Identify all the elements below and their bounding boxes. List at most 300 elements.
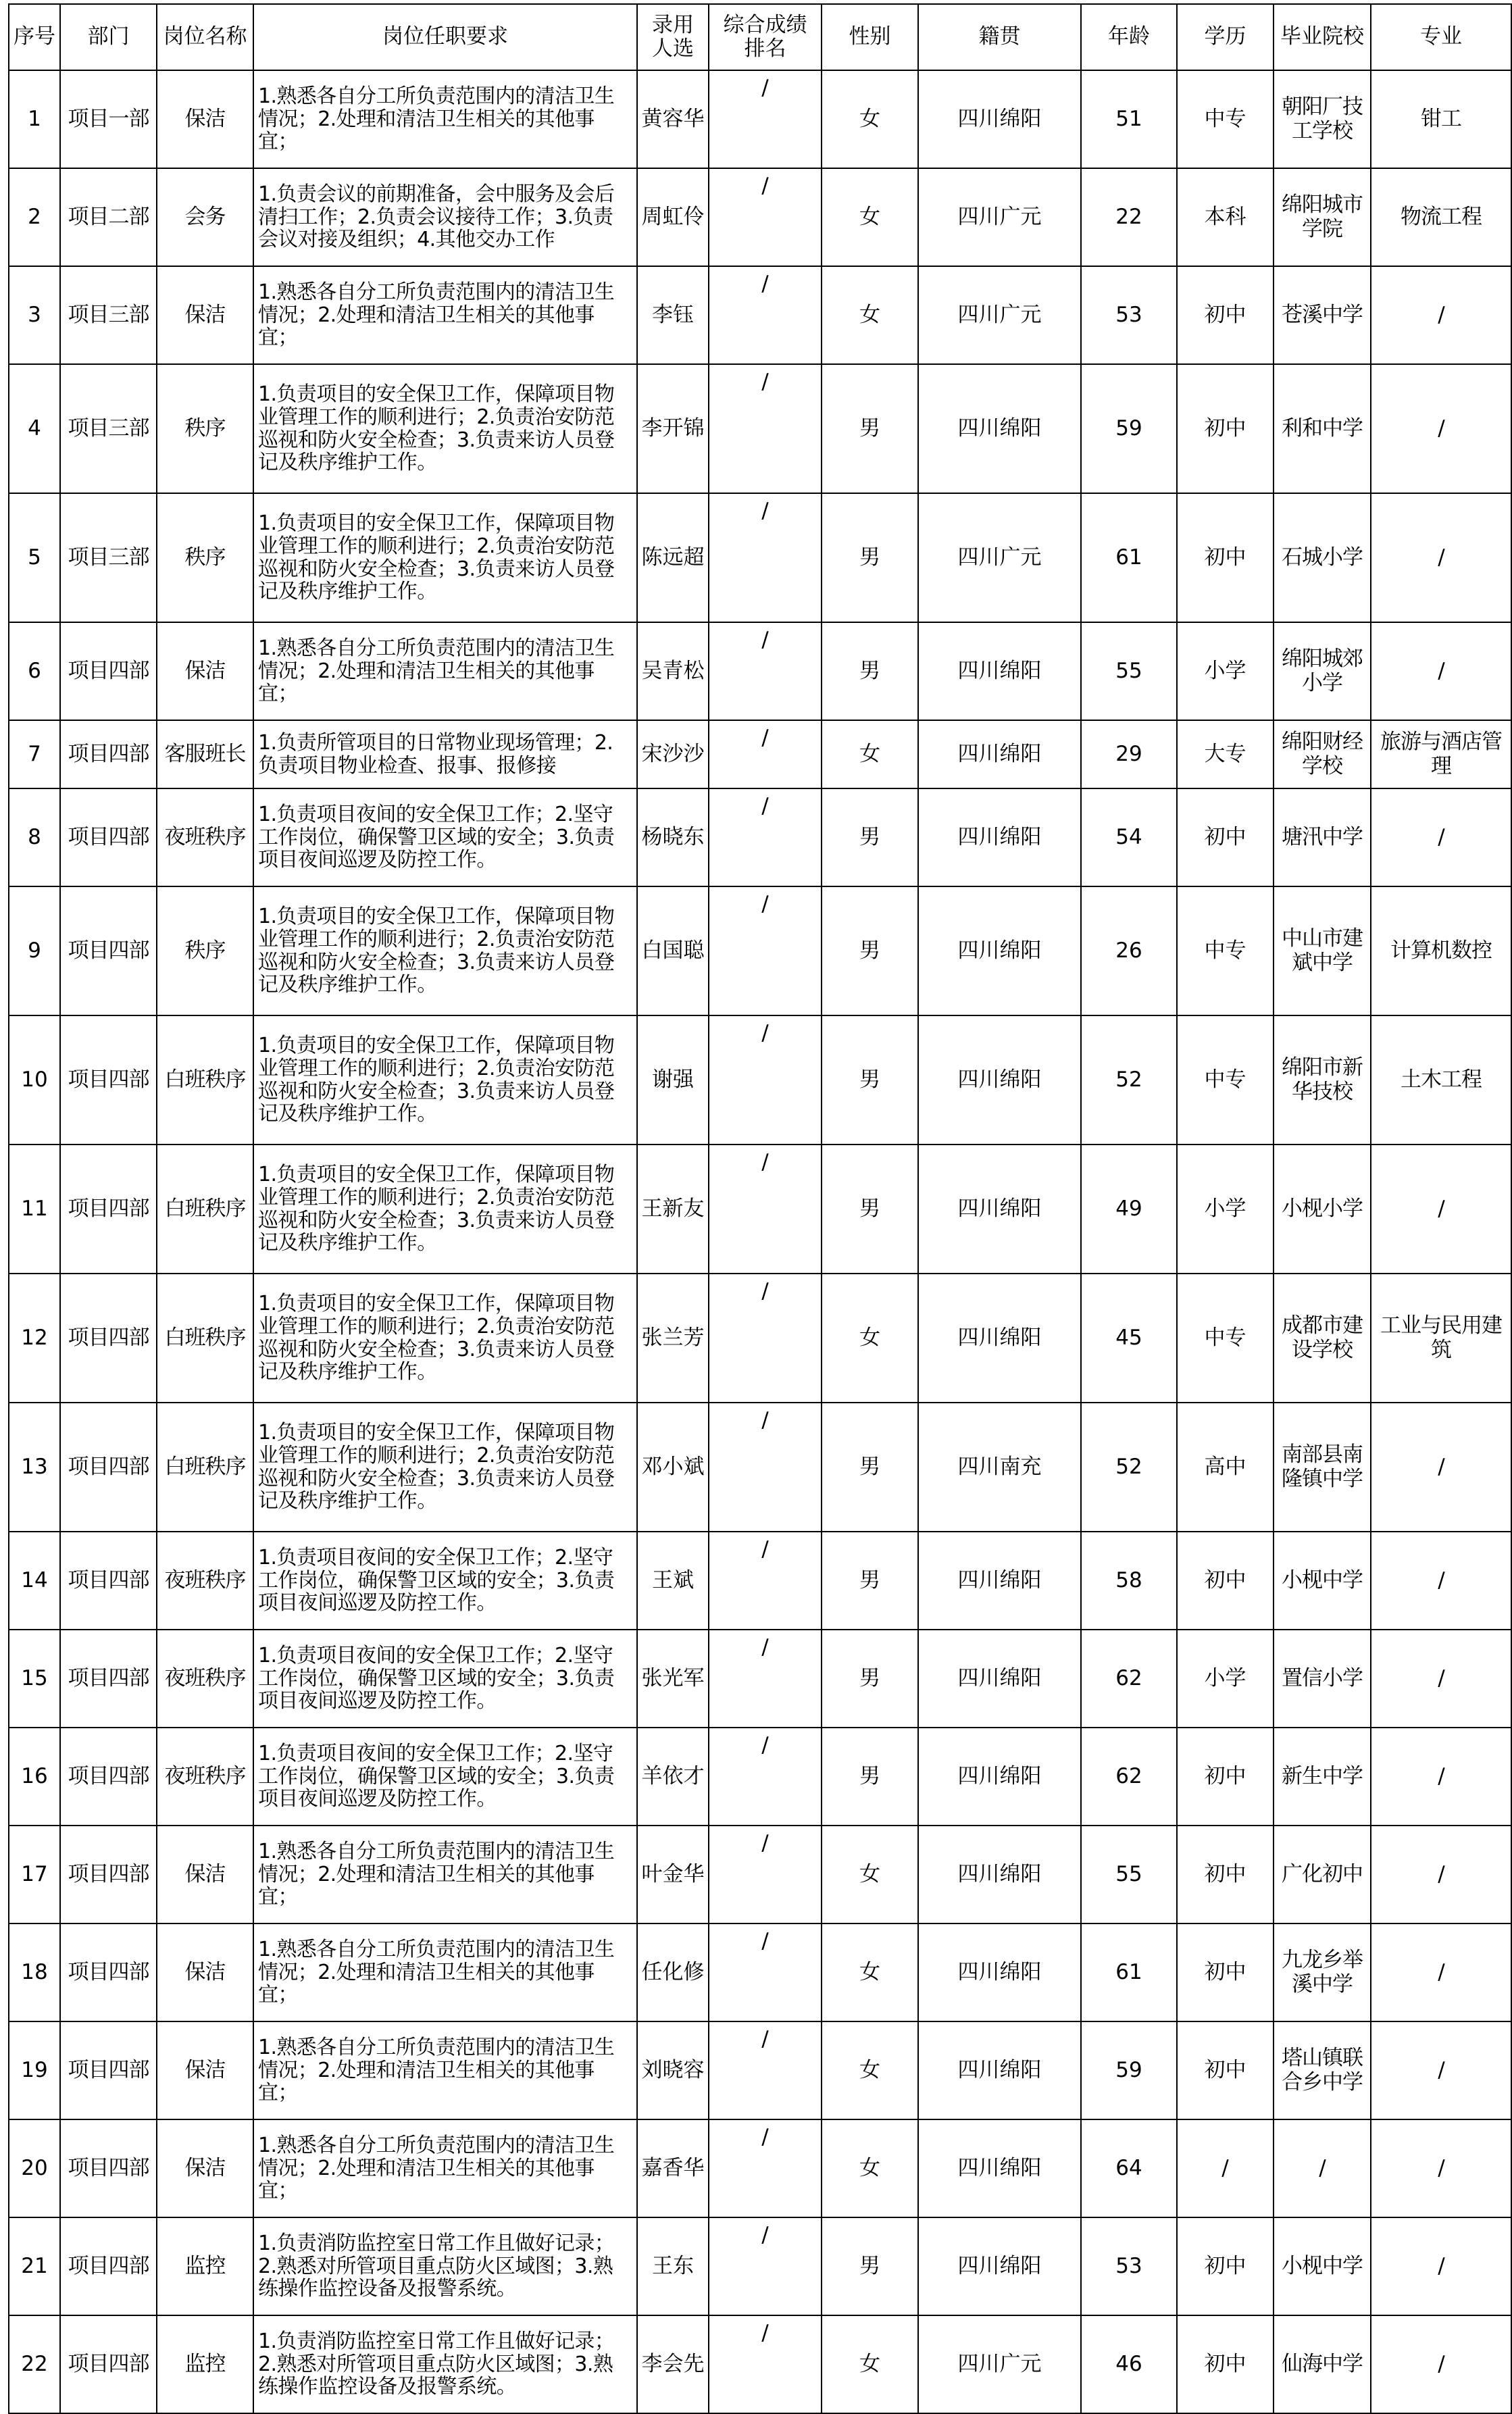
col-dept-cell: 项目四部 (60, 1145, 157, 1274)
col-sex-cell: 男 (822, 1015, 918, 1145)
table-row (9, 70, 1511, 168)
col-rank-cell: / (709, 2217, 822, 2315)
col-school-cell: 苍溪中学 (1274, 266, 1371, 364)
table-row (9, 1630, 1511, 1728)
col-age-cell: 29 (1081, 720, 1177, 788)
col-major-cell: / (1371, 2119, 1511, 2217)
col-duty-cell: 1.负责项目夜间的安全保卫工作；2.坚守工作岗位，确保警卫区域的安全；3.负责项目夜间巡逻及防控工作。 (253, 1532, 637, 1630)
col-major-cell: 土木工程 (1371, 1015, 1511, 1145)
col-age-cell: 58 (1081, 1532, 1177, 1630)
col-hire-cell: 王斌 (637, 1532, 709, 1630)
col-origin-cell: 四川广元 (918, 2315, 1081, 2413)
col-hire-cell: 嘉香华 (637, 2119, 709, 2217)
col-rank-cell: / (709, 70, 822, 168)
col-edu-cell: 中专 (1177, 70, 1274, 168)
col-hire-cell: 张兰芳 (637, 1274, 709, 1403)
col-position-cell: 客服班长 (157, 720, 253, 788)
col-hire-cell: 宋沙沙 (637, 720, 709, 788)
col-rank-cell: / (709, 1532, 822, 1630)
col-rank-cell: / (709, 2119, 822, 2217)
col-age-cell: 22 (1081, 168, 1177, 266)
col-sex-cell: 女 (822, 168, 918, 266)
col-major-cell: 计算机数控 (1371, 886, 1511, 1015)
col-origin-cell: 四川绵阳 (918, 1630, 1081, 1728)
col-school-cell: / (1274, 2119, 1371, 2217)
col-no-cell: 17 (9, 1826, 60, 1923)
col-school-cell: 绵阳财经学校 (1274, 720, 1371, 788)
col-edu-cell: 初中 (1177, 2315, 1274, 2413)
col-major-cell: 旅游与酒店管理 (1371, 720, 1511, 788)
col-age-cell: 59 (1081, 364, 1177, 493)
col-edu-cell: 大专 (1177, 720, 1274, 788)
col-rank-cell: / (709, 886, 822, 1015)
col-dept-cell: 项目二部 (60, 168, 157, 266)
col-hire-cell: 白国聪 (637, 886, 709, 1015)
col-dept-cell: 项目四部 (60, 1403, 157, 1532)
col-dept-cell: 项目四部 (60, 1274, 157, 1403)
col-sex-cell: 男 (822, 493, 918, 622)
col-no-cell: 4 (9, 364, 60, 493)
col-sex-cell: 男 (822, 2217, 918, 2315)
table-row (9, 2119, 1511, 2217)
col-no-cell: 11 (9, 1145, 60, 1274)
col-age-cell: 61 (1081, 1923, 1177, 2021)
col-dept-cell: 项目四部 (60, 1728, 157, 1826)
col-hire-header: 录用 人选 (637, 4, 709, 70)
header-row (9, 4, 1511, 70)
col-sex-cell: 男 (822, 622, 918, 720)
table-row (9, 1923, 1511, 2021)
col-school-cell: 利和中学 (1274, 364, 1371, 493)
table-row (9, 493, 1511, 622)
col-rank-cell: / (709, 493, 822, 622)
col-no-cell: 16 (9, 1728, 60, 1826)
col-hire-cell: 杨晓东 (637, 788, 709, 886)
col-sex-cell: 女 (822, 2021, 918, 2119)
col-dept-cell: 项目三部 (60, 493, 157, 622)
col-duty-cell: 1.负责消防监控室日常工作且做好记录；2.熟悉对所管项目重点防火区域图；3.熟练操作监控设备及报警系统。 (253, 2217, 637, 2315)
col-major-cell: / (1371, 1728, 1511, 1826)
col-position-cell: 夜班秩序 (157, 1728, 253, 1826)
col-edu-cell: 初中 (1177, 266, 1274, 364)
col-major-cell: / (1371, 2217, 1511, 2315)
col-position-cell: 保洁 (157, 1826, 253, 1923)
col-major-cell: / (1371, 788, 1511, 886)
col-edu-cell: / (1177, 2119, 1274, 2217)
col-no-cell: 5 (9, 493, 60, 622)
col-rank-cell: / (709, 2021, 822, 2119)
col-dept-cell: 项目四部 (60, 1015, 157, 1145)
col-sex-cell: 女 (822, 2119, 918, 2217)
col-origin-cell: 四川绵阳 (918, 1274, 1081, 1403)
col-edu-cell: 初中 (1177, 2217, 1274, 2315)
col-duty-cell: 1.负责项目的安全保卫工作，保障项目物业管理工作的顺利进行；2.负责治安防范巡视和防火安全检查；3.负责来访人员登记及秩序维护工作。 (253, 1015, 637, 1145)
col-sex-cell: 女 (822, 1274, 918, 1403)
col-rank-cell: / (709, 1403, 822, 1532)
col-duty-cell: 1.熟悉各自分工所负责范围内的清洁卫生情况；2.处理和清洁卫生相关的其他事宜； (253, 1826, 637, 1923)
col-sex-cell: 男 (822, 1532, 918, 1630)
col-position-cell: 夜班秩序 (157, 1630, 253, 1728)
col-school-cell: 小枧小学 (1274, 1145, 1371, 1274)
col-duty-cell: 1.熟悉各自分工所负责范围内的清洁卫生情况；2.处理和清洁卫生相关的其他事宜； (253, 622, 637, 720)
col-position-cell: 白班秩序 (157, 1274, 253, 1403)
col-hire-cell: 周虹伶 (637, 168, 709, 266)
personnel-table (8, 3, 1512, 2414)
col-hire-cell: 刘晓容 (637, 2021, 709, 2119)
col-hire-cell: 李钰 (637, 266, 709, 364)
col-school-cell: 广化初中 (1274, 1826, 1371, 1923)
table-row (9, 1532, 1511, 1630)
col-sex-cell: 男 (822, 1728, 918, 1826)
col-dept-cell: 项目四部 (60, 886, 157, 1015)
col-position-cell: 保洁 (157, 2119, 253, 2217)
col-position-cell: 监控 (157, 2217, 253, 2315)
col-hire-cell: 张光军 (637, 1630, 709, 1728)
col-rank-cell: / (709, 788, 822, 886)
col-duty-cell: 1.熟悉各自分工所负责范围内的清洁卫生情况；2.处理和清洁卫生相关的其他事宜； (253, 266, 637, 364)
col-school-cell: 绵阳市新华技校 (1274, 1015, 1371, 1145)
col-edu-cell: 初中 (1177, 788, 1274, 886)
col-edu-cell: 小学 (1177, 1630, 1274, 1728)
col-duty-header: 岗位任职要求 (253, 4, 637, 70)
col-dept-cell: 项目四部 (60, 2119, 157, 2217)
table-row (9, 1015, 1511, 1145)
col-age-cell: 52 (1081, 1403, 1177, 1532)
col-duty-cell: 1.负责所管项目的日常物业现场管理；2.负责项目物业检查、报事、报修接 (253, 720, 637, 788)
col-hire-cell: 黄容华 (637, 70, 709, 168)
col-no-cell: 15 (9, 1630, 60, 1728)
col-edu-cell: 小学 (1177, 1145, 1274, 1274)
col-dept-cell: 项目四部 (60, 1826, 157, 1923)
col-sex-cell: 男 (822, 1145, 918, 1274)
col-edu-cell: 初中 (1177, 1728, 1274, 1826)
col-sex-cell: 女 (822, 70, 918, 168)
col-sex-cell: 女 (822, 266, 918, 364)
col-age-cell: 62 (1081, 1630, 1177, 1728)
table-row (9, 886, 1511, 1015)
col-position-cell: 保洁 (157, 2021, 253, 2119)
col-origin-cell: 四川绵阳 (918, 720, 1081, 788)
table-row (9, 2021, 1511, 2119)
col-major-cell: / (1371, 2315, 1511, 2413)
table-row (9, 1403, 1511, 1532)
col-rank-cell: / (709, 720, 822, 788)
col-edu-cell: 初中 (1177, 1923, 1274, 2021)
col-edu-header: 学历 (1177, 4, 1274, 70)
col-dept-cell: 项目一部 (60, 70, 157, 168)
col-major-cell: / (1371, 266, 1511, 364)
col-duty-cell: 1.负责项目夜间的安全保卫工作；2.坚守工作岗位，确保警卫区域的安全；3.负责项目夜间巡逻及防控工作。 (253, 788, 637, 886)
col-duty-cell: 1.负责会议的前期准备，会中服务及会后清扫工作；2.负责会议接待工作；3.负责会议对接及组织；4.其他交办工作 (253, 168, 637, 266)
col-origin-cell: 四川绵阳 (918, 2119, 1081, 2217)
col-school-cell: 成都市建设学校 (1274, 1274, 1371, 1403)
col-school-cell: 中山市建斌中学 (1274, 886, 1371, 1015)
col-age-header: 年龄 (1081, 4, 1177, 70)
col-dept-cell: 项目四部 (60, 2021, 157, 2119)
col-duty-cell: 1.负责项目的安全保卫工作，保障项目物业管理工作的顺利进行；2.负责治安防范巡视和防火安全检查；3.负责来访人员登记及秩序维护工作。 (253, 1403, 637, 1532)
col-school-cell: 石城小学 (1274, 493, 1371, 622)
col-sex-cell: 女 (822, 720, 918, 788)
col-age-cell: 26 (1081, 886, 1177, 1015)
col-duty-cell: 1.负责项目的安全保卫工作，保障项目物业管理工作的顺利进行；2.负责治安防范巡视和防火安全检查；3.负责来访人员登记及秩序维护工作。 (253, 493, 637, 622)
col-major-cell: / (1371, 1923, 1511, 2021)
col-age-cell: 61 (1081, 493, 1177, 622)
col-school-cell: 小枧中学 (1274, 2217, 1371, 2315)
col-duty-cell: 1.熟悉各自分工所负责范围内的清洁卫生情况；2.处理和清洁卫生相关的其他事宜； (253, 1923, 637, 2021)
col-major-cell: / (1371, 1630, 1511, 1728)
col-origin-cell: 四川绵阳 (918, 1923, 1081, 2021)
col-hire-cell: 任化修 (637, 1923, 709, 2021)
col-sex-cell: 女 (822, 2315, 918, 2413)
col-position-header: 岗位名称 (157, 4, 253, 70)
col-no-cell: 9 (9, 886, 60, 1015)
col-dept-cell: 项目四部 (60, 2315, 157, 2413)
col-rank-cell: / (709, 1015, 822, 1145)
col-rank-cell: / (709, 1274, 822, 1403)
col-major-cell: / (1371, 493, 1511, 622)
col-sex-cell: 男 (822, 1403, 918, 1532)
col-edu-cell: 初中 (1177, 2021, 1274, 2119)
col-hire-cell: 李会先 (637, 2315, 709, 2413)
col-edu-cell: 中专 (1177, 1015, 1274, 1145)
col-edu-cell: 中专 (1177, 886, 1274, 1015)
col-major-cell: / (1371, 2021, 1511, 2119)
table-row (9, 1728, 1511, 1826)
col-position-cell: 保洁 (157, 1923, 253, 2021)
col-major-cell: 物流工程 (1371, 168, 1511, 266)
col-origin-cell: 四川绵阳 (918, 1532, 1081, 1630)
col-age-cell: 62 (1081, 1728, 1177, 1826)
col-position-cell: 监控 (157, 2315, 253, 2413)
col-no-cell: 20 (9, 2119, 60, 2217)
col-major-cell: / (1371, 1403, 1511, 1532)
col-no-cell: 10 (9, 1015, 60, 1145)
col-position-cell: 秩序 (157, 886, 253, 1015)
col-age-cell: 51 (1081, 70, 1177, 168)
col-hire-cell: 李开锦 (637, 364, 709, 493)
col-origin-cell: 四川绵阳 (918, 2217, 1081, 2315)
col-age-cell: 45 (1081, 1274, 1177, 1403)
table-row (9, 266, 1511, 364)
col-edu-cell: 中专 (1177, 1274, 1274, 1403)
col-dept-cell: 项目四部 (60, 1630, 157, 1728)
col-sex-cell: 男 (822, 1630, 918, 1728)
col-age-cell: 55 (1081, 1826, 1177, 1923)
col-no-cell: 1 (9, 70, 60, 168)
col-origin-cell: 四川绵阳 (918, 788, 1081, 886)
col-position-cell: 会务 (157, 168, 253, 266)
col-position-cell: 保洁 (157, 622, 253, 720)
col-origin-cell: 四川绵阳 (918, 364, 1081, 493)
table-row (9, 1274, 1511, 1403)
col-duty-cell: 1.负责消防监控室日常工作且做好记录；2.熟悉对所管项目重点防火区域图；3.熟练操作监控设备及报警系统。 (253, 2315, 637, 2413)
col-no-header: 序号 (9, 4, 60, 70)
col-age-cell: 49 (1081, 1145, 1177, 1274)
col-duty-cell: 1.负责项目的安全保卫工作，保障项目物业管理工作的顺利进行；2.负责治安防范巡视和防火安全检查；3.负责来访人员登记及秩序维护工作。 (253, 364, 637, 493)
col-no-cell: 22 (9, 2315, 60, 2413)
col-rank-cell: / (709, 1145, 822, 1274)
col-no-cell: 8 (9, 788, 60, 886)
col-position-cell: 夜班秩序 (157, 788, 253, 886)
col-no-cell: 13 (9, 1403, 60, 1532)
col-no-cell: 19 (9, 2021, 60, 2119)
col-position-cell: 白班秩序 (157, 1145, 253, 1274)
table-row (9, 1826, 1511, 1923)
col-origin-cell: 四川广元 (918, 266, 1081, 364)
col-rank-cell: / (709, 168, 822, 266)
col-major-cell: / (1371, 622, 1511, 720)
col-no-cell: 3 (9, 266, 60, 364)
col-edu-cell: 初中 (1177, 493, 1274, 622)
col-rank-cell: / (709, 1923, 822, 2021)
col-major-cell: / (1371, 1826, 1511, 1923)
col-hire-cell: 邓小斌 (637, 1403, 709, 1532)
col-sex-header: 性别 (822, 4, 918, 70)
col-no-cell: 6 (9, 622, 60, 720)
col-sex-cell: 男 (822, 886, 918, 1015)
col-edu-cell: 初中 (1177, 1826, 1274, 1923)
table-row (9, 168, 1511, 266)
col-school-cell: 九龙乡举溪中学 (1274, 1923, 1371, 2021)
col-origin-cell: 四川广元 (918, 168, 1081, 266)
col-duty-cell: 1.负责项目的安全保卫工作，保障项目物业管理工作的顺利进行；2.负责治安防范巡视和防火安全检查；3.负责来访人员登记及秩序维护工作。 (253, 886, 637, 1015)
col-position-cell: 秩序 (157, 364, 253, 493)
col-hire-cell: 叶金华 (637, 1826, 709, 1923)
col-origin-cell: 四川绵阳 (918, 1728, 1081, 1826)
col-origin-cell: 四川绵阳 (918, 1145, 1081, 1274)
col-no-cell: 7 (9, 720, 60, 788)
col-origin-cell: 四川广元 (918, 493, 1081, 622)
col-duty-cell: 1.熟悉各自分工所负责范围内的清洁卫生情况；2.处理和清洁卫生相关的其他事宜； (253, 2021, 637, 2119)
col-hire-cell: 谢强 (637, 1015, 709, 1145)
col-rank-header: 综合成绩排名 (709, 4, 822, 70)
col-sex-cell: 男 (822, 788, 918, 886)
col-major-header: 专业 (1371, 4, 1511, 70)
col-school-cell: 绵阳城市学院 (1274, 168, 1371, 266)
col-rank-cell: / (709, 266, 822, 364)
col-edu-cell: 高中 (1177, 1403, 1274, 1532)
col-rank-cell: / (709, 1728, 822, 1826)
table-row (9, 720, 1511, 788)
col-position-cell: 夜班秩序 (157, 1532, 253, 1630)
col-edu-cell: 本科 (1177, 168, 1274, 266)
col-major-cell: 工业与民用建筑 (1371, 1274, 1511, 1403)
col-school-cell: 置信小学 (1274, 1630, 1371, 1728)
col-no-cell: 12 (9, 1274, 60, 1403)
table-row (9, 788, 1511, 886)
col-major-cell: / (1371, 1145, 1511, 1274)
col-no-cell: 18 (9, 1923, 60, 2021)
col-age-cell: 52 (1081, 1015, 1177, 1145)
col-dept-cell: 项目三部 (60, 364, 157, 493)
col-rank-cell: / (709, 1630, 822, 1728)
col-origin-cell: 四川南充 (918, 1403, 1081, 1532)
col-school-cell: 新生中学 (1274, 1728, 1371, 1826)
col-dept-header: 部门 (60, 4, 157, 70)
col-dept-cell: 项目四部 (60, 1923, 157, 2021)
col-age-cell: 54 (1081, 788, 1177, 886)
col-edu-cell: 初中 (1177, 364, 1274, 493)
col-hire-cell: 王新友 (637, 1145, 709, 1274)
col-hire-cell: 吴青松 (637, 622, 709, 720)
col-no-cell: 14 (9, 1532, 60, 1630)
col-age-cell: 46 (1081, 2315, 1177, 2413)
col-sex-cell: 男 (822, 364, 918, 493)
col-position-cell: 白班秩序 (157, 1015, 253, 1145)
col-edu-cell: 小学 (1177, 622, 1274, 720)
col-rank-cell: / (709, 1826, 822, 1923)
col-dept-cell: 项目四部 (60, 720, 157, 788)
col-sex-cell: 女 (822, 1826, 918, 1923)
col-origin-cell: 四川绵阳 (918, 2021, 1081, 2119)
col-age-cell: 64 (1081, 2119, 1177, 2217)
col-duty-cell: 1.负责项目夜间的安全保卫工作；2.坚守工作岗位，确保警卫区域的安全；3.负责项目夜间巡逻及防控工作。 (253, 1728, 637, 1826)
col-no-cell: 21 (9, 2217, 60, 2315)
col-age-cell: 59 (1081, 2021, 1177, 2119)
col-position-cell: 保洁 (157, 70, 253, 168)
col-rank-cell: / (709, 2315, 822, 2413)
col-duty-cell: 1.熟悉各自分工所负责范围内的清洁卫生情况；2.处理和清洁卫生相关的其他事宜； (253, 2119, 637, 2217)
col-duty-cell: 1.负责项目夜间的安全保卫工作；2.坚守工作岗位，确保警卫区域的安全；3.负责项目夜间巡逻及防控工作。 (253, 1630, 637, 1728)
col-school-cell: 绵阳城郊小学 (1274, 622, 1371, 720)
col-origin-cell: 四川绵阳 (918, 70, 1081, 168)
col-dept-cell: 项目四部 (60, 2217, 157, 2315)
col-origin-cell: 四川绵阳 (918, 1826, 1081, 1923)
col-origin-header: 籍贯 (918, 4, 1081, 70)
col-school-cell: 朝阳厂技工学校 (1274, 70, 1371, 168)
col-duty-cell: 1.负责项目的安全保卫工作，保障项目物业管理工作的顺利进行；2.负责治安防范巡视和防火安全检查；3.负责来访人员登记及秩序维护工作。 (253, 1145, 637, 1274)
col-school-cell: 塘汛中学 (1274, 788, 1371, 886)
table-row (9, 622, 1511, 720)
col-rank-cell: / (709, 364, 822, 493)
table-row (9, 364, 1511, 493)
col-sex-cell: 女 (822, 1923, 918, 2021)
table-row (9, 2315, 1511, 2413)
col-dept-cell: 项目三部 (60, 266, 157, 364)
col-duty-cell: 1.熟悉各自分工所负责范围内的清洁卫生情况；2.处理和清洁卫生相关的其他事宜； (253, 70, 637, 168)
col-origin-cell: 四川绵阳 (918, 886, 1081, 1015)
col-school-cell: 仙海中学 (1274, 2315, 1371, 2413)
col-hire-cell: 王东 (637, 2217, 709, 2315)
col-age-cell: 55 (1081, 622, 1177, 720)
col-duty-cell: 1.负责项目的安全保卫工作，保障项目物业管理工作的顺利进行；2.负责治安防范巡视和防火安全检查；3.负责来访人员登记及秩序维护工作。 (253, 1274, 637, 1403)
col-edu-cell: 初中 (1177, 1532, 1274, 1630)
col-dept-cell: 项目四部 (60, 1532, 157, 1630)
col-school-cell: 南部县南隆镇中学 (1274, 1403, 1371, 1532)
col-dept-cell: 项目四部 (60, 788, 157, 886)
col-position-cell: 秩序 (157, 493, 253, 622)
col-position-cell: 白班秩序 (157, 1403, 253, 1532)
col-rank-cell: / (709, 622, 822, 720)
col-major-cell: 钳工 (1371, 70, 1511, 168)
col-school-header: 毕业院校 (1274, 4, 1371, 70)
col-dept-cell: 项目四部 (60, 622, 157, 720)
col-school-cell: 小枧中学 (1274, 1532, 1371, 1630)
col-origin-cell: 四川绵阳 (918, 1015, 1081, 1145)
col-age-cell: 53 (1081, 2217, 1177, 2315)
col-origin-cell: 四川绵阳 (918, 622, 1081, 720)
col-position-cell: 保洁 (157, 266, 253, 364)
col-school-cell: 塔山镇联合乡中学 (1274, 2021, 1371, 2119)
col-major-cell: / (1371, 1532, 1511, 1630)
col-major-cell: / (1371, 364, 1511, 493)
col-age-cell: 53 (1081, 266, 1177, 364)
col-no-cell: 2 (9, 168, 60, 266)
col-hire-cell: 陈远超 (637, 493, 709, 622)
col-hire-cell: 羊依才 (637, 1728, 709, 1826)
table-row (9, 2217, 1511, 2315)
table-row (9, 1145, 1511, 1274)
